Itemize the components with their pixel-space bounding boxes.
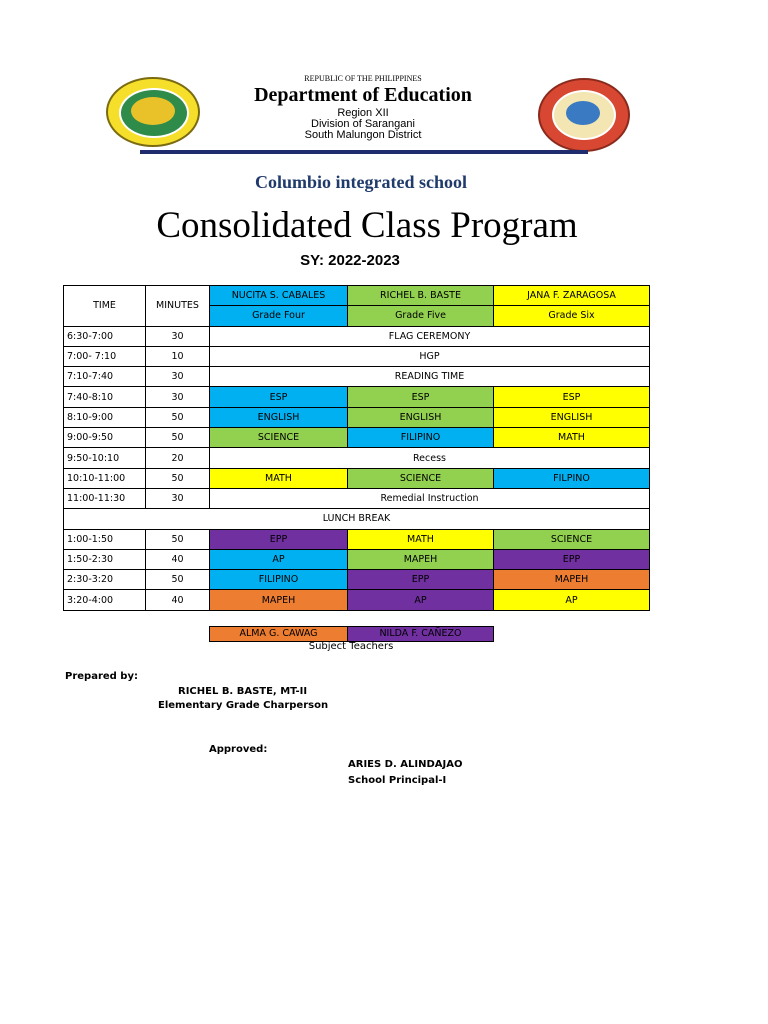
subject-cell: ESP bbox=[210, 387, 348, 407]
table-row bbox=[64, 509, 650, 529]
activity-cell: HGP bbox=[210, 346, 650, 366]
table-row bbox=[64, 549, 650, 569]
division-line: Division of Sarangani bbox=[311, 118, 415, 130]
table-row bbox=[64, 570, 650, 590]
time-cell: 10:10-11:00 bbox=[64, 468, 146, 488]
subject-cell: ENGLISH bbox=[210, 407, 348, 427]
school-name: Columbio integrated school bbox=[254, 172, 467, 192]
subject-cell: MATH bbox=[494, 428, 650, 448]
minutes-cell: 30 bbox=[146, 488, 210, 508]
minutes-cell: 40 bbox=[146, 590, 210, 610]
table-row bbox=[64, 488, 650, 508]
region-line: Region XII bbox=[337, 107, 389, 119]
activity-cell: READING TIME bbox=[210, 367, 650, 387]
subject-cell: ESP bbox=[494, 387, 650, 407]
time-cell: 1:50-2:30 bbox=[64, 549, 146, 569]
deped-seal-right bbox=[538, 78, 630, 152]
subject-cell: FILPINO bbox=[494, 468, 650, 488]
approver-name: ARIES D. ALINDAJAO bbox=[348, 759, 463, 770]
time-column-header: TIME bbox=[64, 286, 146, 327]
minutes-cell: 40 bbox=[146, 549, 210, 569]
table-row bbox=[64, 529, 650, 549]
time-cell: 2:30-3:20 bbox=[64, 570, 146, 590]
teacher-header: RICHEL B. BASTE bbox=[348, 286, 494, 306]
school-year: SY: 2022-2023 bbox=[300, 252, 400, 269]
time-cell: 3:20-4:00 bbox=[64, 590, 146, 610]
subject-cell: FILIPINO bbox=[348, 428, 494, 448]
table-row bbox=[64, 590, 650, 610]
class-program-table bbox=[63, 285, 650, 611]
approved-label: Approved: bbox=[209, 744, 268, 755]
header-divider bbox=[140, 150, 588, 154]
minutes-cell: 50 bbox=[146, 428, 210, 448]
prepared-by-label: Prepared by: bbox=[65, 671, 138, 682]
preparer-name: RICHEL B. BASTE, MT-II bbox=[178, 686, 308, 697]
district-line: South Malungon District bbox=[304, 129, 422, 141]
table-row bbox=[64, 346, 650, 366]
department-heading: Department of Education bbox=[254, 84, 472, 106]
subject-teacher-name: ALMA G. CAWAG bbox=[209, 626, 348, 642]
subject-cell: ENGLISH bbox=[494, 407, 650, 427]
table-row bbox=[64, 468, 650, 488]
grade-header: Grade Four bbox=[210, 306, 348, 326]
lunch-break-cell: LUNCH BREAK bbox=[64, 509, 650, 529]
subject-cell: SCIENCE bbox=[210, 428, 348, 448]
minutes-cell: 50 bbox=[146, 529, 210, 549]
subject-cell: FILIPINO bbox=[210, 570, 348, 590]
table-header-row bbox=[64, 286, 650, 306]
republic-heading: REPUBLIC OF THE PHILIPPINES bbox=[304, 74, 422, 83]
time-cell: 7:10-7:40 bbox=[64, 367, 146, 387]
minutes-cell: 50 bbox=[146, 407, 210, 427]
minutes-column-header: MINUTES bbox=[146, 286, 210, 327]
school-seal-left bbox=[106, 77, 200, 147]
table-row bbox=[64, 387, 650, 407]
table-row bbox=[64, 326, 650, 346]
time-cell: 1:00-1:50 bbox=[64, 529, 146, 549]
subject-cell: MAPEH bbox=[210, 590, 348, 610]
minutes-cell: 50 bbox=[146, 468, 210, 488]
subject-cell: AP bbox=[348, 590, 494, 610]
subject-cell: MAPEH bbox=[494, 570, 650, 590]
activity-cell: Recess bbox=[210, 448, 650, 468]
time-cell: 11:00-11:30 bbox=[64, 488, 146, 508]
approver-title: School Principal-I bbox=[348, 775, 447, 786]
table-row bbox=[64, 428, 650, 448]
subject-cell: ESP bbox=[348, 387, 494, 407]
minutes-cell: 30 bbox=[146, 387, 210, 407]
subject-cell: EPP bbox=[494, 549, 650, 569]
subject-teachers-caption: Subject Teachers bbox=[308, 641, 394, 652]
subject-teacher-name: NILDA F. CAÑEZO bbox=[347, 626, 494, 642]
activity-cell: FLAG CEREMONY bbox=[210, 326, 650, 346]
subject-cell: MATH bbox=[210, 468, 348, 488]
subject-cell: EPP bbox=[348, 570, 494, 590]
subject-cell: EPP bbox=[210, 529, 348, 549]
subject-cell: MATH bbox=[348, 529, 494, 549]
minutes-cell: 10 bbox=[146, 346, 210, 366]
preparer-title: Elementary Grade Charperson bbox=[158, 700, 329, 711]
time-cell: 7:40-8:10 bbox=[64, 387, 146, 407]
subject-cell: ENGLISH bbox=[348, 407, 494, 427]
grade-header: Grade Five bbox=[348, 306, 494, 326]
subject-cell: AP bbox=[210, 549, 348, 569]
table-row bbox=[64, 448, 650, 468]
grade-header: Grade Six bbox=[494, 306, 650, 326]
teacher-header: JANA F. ZARAGOSA bbox=[494, 286, 650, 306]
time-cell: 9:50-10:10 bbox=[64, 448, 146, 468]
minutes-cell: 30 bbox=[146, 367, 210, 387]
subject-cell: SCIENCE bbox=[494, 529, 650, 549]
minutes-cell: 50 bbox=[146, 570, 210, 590]
table-row bbox=[64, 367, 650, 387]
time-cell: 9:00-9:50 bbox=[64, 428, 146, 448]
minutes-cell: 30 bbox=[146, 326, 210, 346]
activity-cell: Remedial Instruction bbox=[210, 488, 650, 508]
time-cell: 6:30-7:00 bbox=[64, 326, 146, 346]
subject-cell: AP bbox=[494, 590, 650, 610]
subject-cell: SCIENCE bbox=[348, 468, 494, 488]
table-row bbox=[64, 407, 650, 427]
minutes-cell: 20 bbox=[146, 448, 210, 468]
time-cell: 8:10-9:00 bbox=[64, 407, 146, 427]
teacher-header: NUCITA S. CABALES bbox=[210, 286, 348, 306]
page-title: Consolidated Class Program bbox=[156, 205, 578, 246]
time-cell: 7:00- 7:10 bbox=[64, 346, 146, 366]
subject-cell: MAPEH bbox=[348, 549, 494, 569]
